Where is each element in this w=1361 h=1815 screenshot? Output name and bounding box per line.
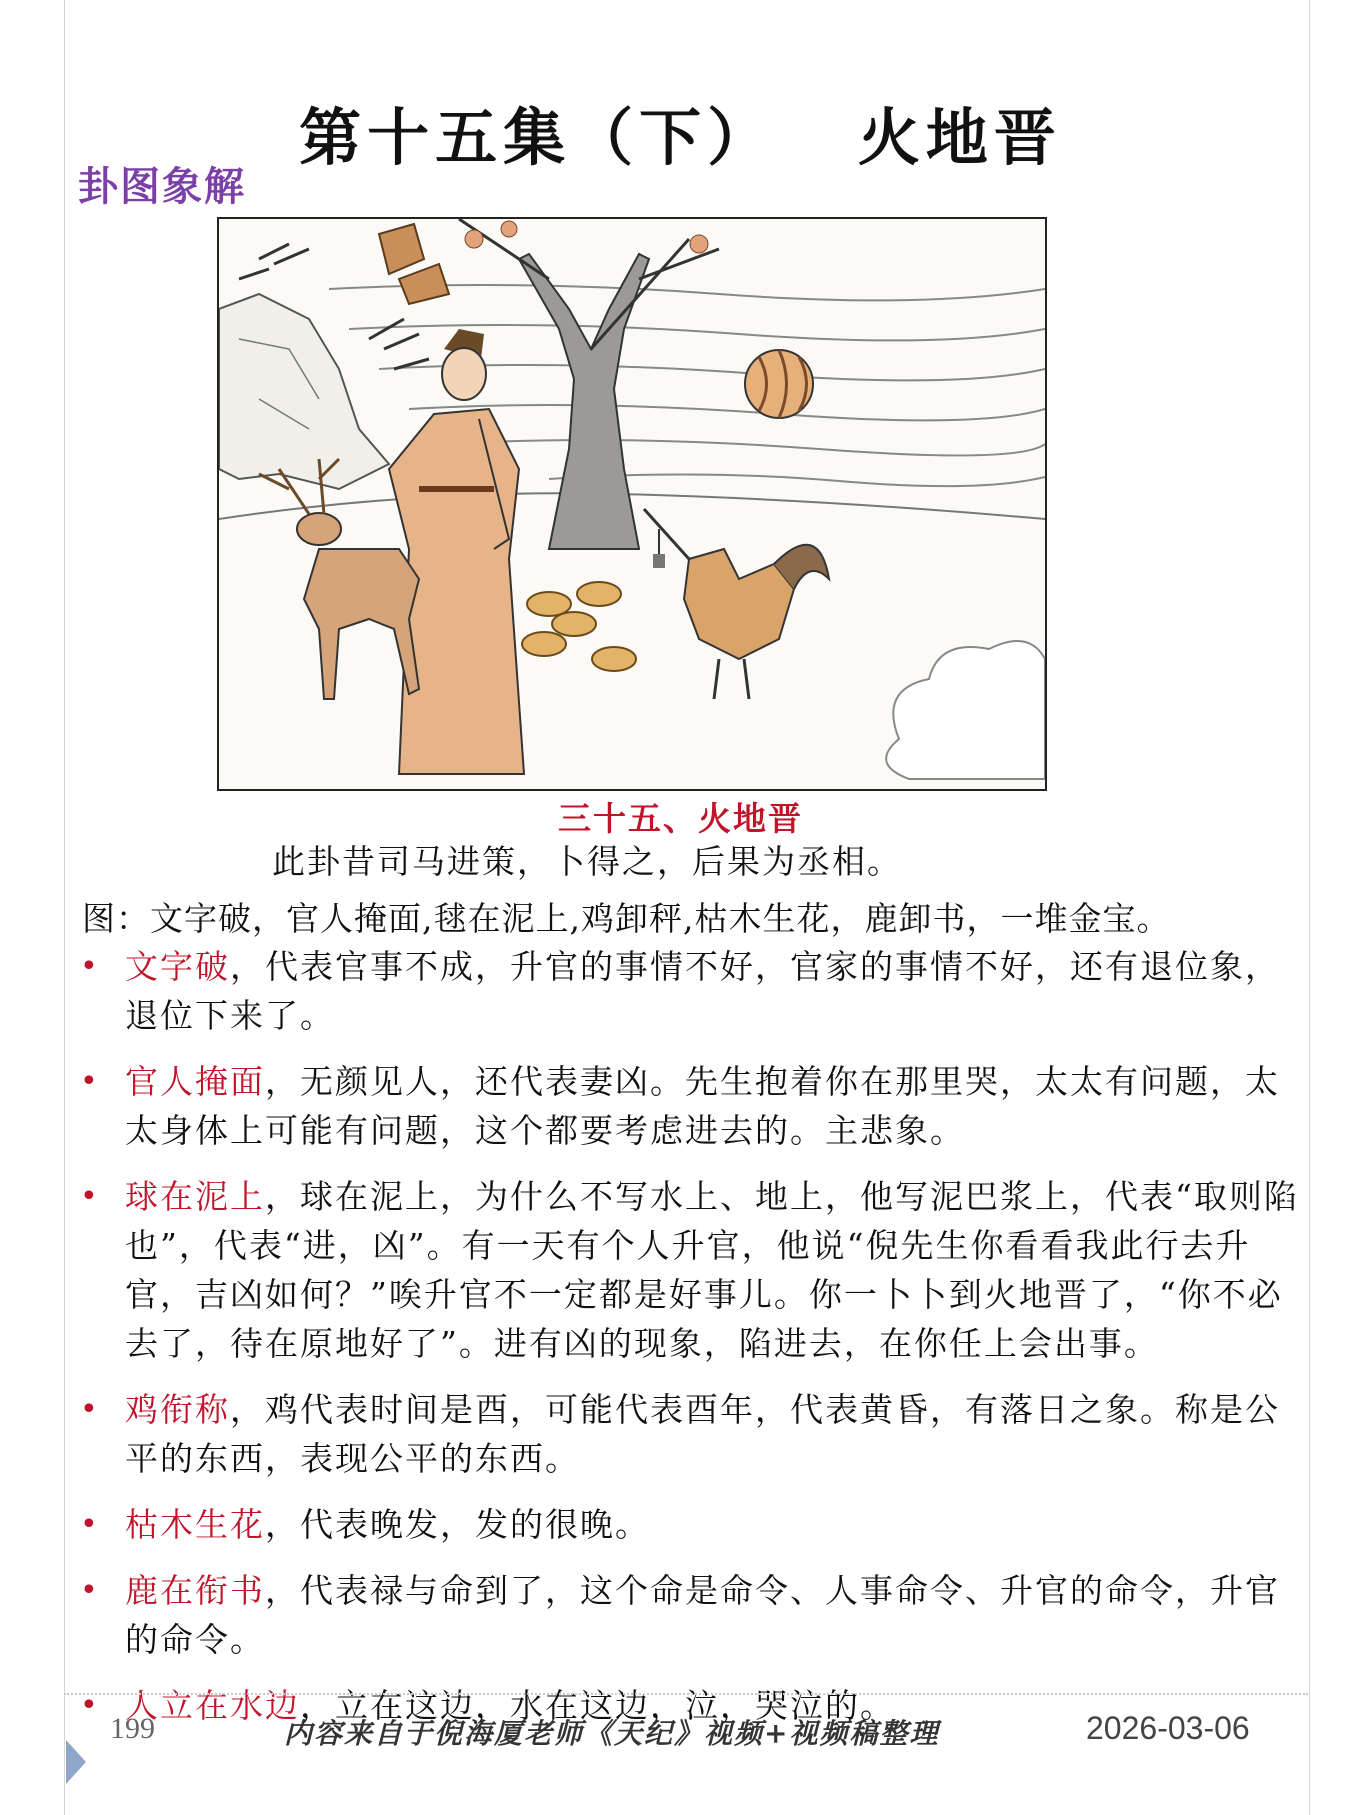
rooster xyxy=(644,509,829,699)
item-term: 人立在水边 xyxy=(125,1686,300,1725)
item-term: 枯木生花 xyxy=(125,1505,265,1544)
page-title: 第十五集（下） 火地晋 xyxy=(299,101,1062,174)
footer-date: 2026-03-06 xyxy=(1086,1710,1250,1746)
item-term: 文字破 xyxy=(125,947,230,986)
bullet-icon: • xyxy=(80,1573,100,1608)
illustration-drawing xyxy=(219,219,1045,789)
bullet-icon: • xyxy=(80,1688,100,1723)
hexagram-illustration xyxy=(217,217,1047,791)
figure-description: 图：文字破，官人掩面,毬在泥上,鸡卸秤,枯木生花，鹿卸书，一堆金宝。 xyxy=(82,899,1171,938)
bullet-icon: • xyxy=(80,1064,100,1099)
list-item xyxy=(80,1385,1300,1483)
bullet-icon: • xyxy=(80,1392,100,1427)
item-text: ，无颜见人，还代表妻凶。先生抱着你在那里哭，太太有问题，太太身体上可能有问题，这个都要考虑进去的。主悲象。 xyxy=(125,1062,1280,1150)
ball xyxy=(745,350,813,418)
page-number: 199 xyxy=(110,1712,155,1745)
list-item xyxy=(80,1566,1300,1664)
gold-ingots xyxy=(522,582,636,671)
item-text: ，代表晚发，发的很晚。 xyxy=(265,1505,650,1544)
list-item xyxy=(80,1500,1300,1549)
item-text: ，立在这边，水在这边，泣，哭泣的。 xyxy=(300,1686,895,1725)
item-term: 鸡衔称 xyxy=(125,1390,230,1429)
item-text: ，鸡代表时间是酉，可能代表酉年，代表黄昏，有落日之象。称是公平的东西，表现公平的东西。 xyxy=(125,1390,1280,1478)
bullet-icon: • xyxy=(80,1507,100,1542)
list-item xyxy=(80,1172,1300,1368)
triangle-arrow-icon xyxy=(66,1740,86,1784)
list-item xyxy=(80,1057,1300,1155)
broken-document xyxy=(379,224,449,304)
item-term: 鹿在衔书 xyxy=(125,1571,265,1610)
bullet-icon: • xyxy=(80,949,100,984)
official-figure xyxy=(389,329,524,774)
list-item xyxy=(80,942,1300,1040)
intro-text: 此卦昔司马进策，卜得之，后果为丞相。 xyxy=(272,842,902,881)
source-note: 内容来自于倪海厦老师《天纪》视频+视频稿整理 xyxy=(284,1717,940,1750)
item-text: ，球在泥上，为什么不写水上、地上，他写泥巴浆上，代表“取则陷也”，代表“进，凶”。有一天有个人升官，他说“倪先生你看看我此行去升官，吉凶如何？”唉升官不一定都是好事儿。你一卜卜到火地晋了，“你不必去了，待在原地好了”。进有凶的现象，陷进去，在你任上会出事。 xyxy=(125,1177,1299,1363)
item-term: 官人掩面 xyxy=(125,1062,265,1101)
cliff xyxy=(219,294,389,489)
interpretation-list xyxy=(80,942,1300,1747)
item-text: ，代表禄与命到了，这个命是命令、人事命令、升官的命令，升官的命令。 xyxy=(125,1571,1280,1659)
item-text: ，代表官事不成，升官的事情不好，官家的事情不好，还有退位象，退位下来了。 xyxy=(125,947,1280,1035)
item-term: 球在泥上 xyxy=(125,1177,265,1216)
section-tag: 卦图象解 xyxy=(78,163,246,210)
footer-divider xyxy=(64,1693,1308,1695)
bullet-icon: • xyxy=(80,1179,100,1214)
cloud xyxy=(886,641,1045,779)
hexagram-title: 三十五、火地晋 xyxy=(558,799,803,838)
